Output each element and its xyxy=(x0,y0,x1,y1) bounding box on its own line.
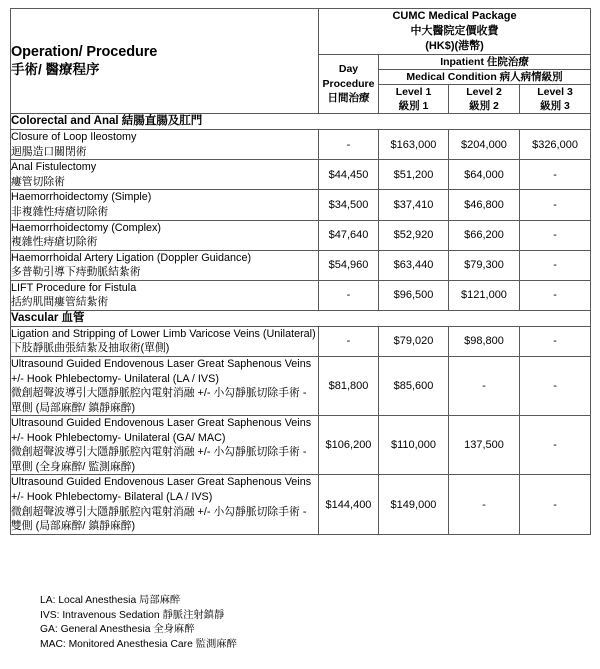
price-level-2: $204,000 xyxy=(449,130,520,160)
header-operation-zh: 手術/ 醫療程序 xyxy=(11,62,100,78)
price-level-2: $98,800 xyxy=(449,326,520,356)
header-inpatient: Inpatient 住院治療 xyxy=(379,54,591,69)
procedure-name-zh: 瘻管切除術 xyxy=(11,175,65,188)
header-operation-procedure xyxy=(11,9,319,114)
procedure-name-en: Ultrasound Guided Endovenous Laser Great Saphenous Veins +/- Hook Phlebectomy- Unilateral (GA/ MAC) xyxy=(11,417,312,444)
procedure-name-en: Ultrasound Guided Endovenous Laser Great Saphenous Veins +/- Hook Phlebectomy- Bilateral (LA / IVS) xyxy=(11,476,312,504)
table-row xyxy=(11,190,591,220)
price-level-2: $64,000 xyxy=(449,160,520,190)
header-package-zh: 中大醫院定價收費 xyxy=(410,24,499,37)
price-level-3: - xyxy=(520,356,591,415)
price-level-3: - xyxy=(520,190,591,220)
price-day-procedure: $144,400 xyxy=(319,475,379,534)
footnote-item: GA: General Anesthesia 全身麻醉 xyxy=(40,624,195,636)
procedure-name-cell xyxy=(11,250,319,280)
price-level-2: $66,200 xyxy=(449,220,520,250)
price-level-1: $52,920 xyxy=(379,220,449,250)
header-day-procedure xyxy=(319,54,379,114)
header-medical-condition: Medical Condition 病人病情級別 xyxy=(379,69,591,84)
procedure-name-cell xyxy=(11,356,319,415)
price-level-1: $85,600 xyxy=(379,356,449,415)
price-level-1: $163,000 xyxy=(379,130,449,160)
procedure-name-en: Haemorrhoidectomy (Complex) xyxy=(11,221,162,234)
section-title: Colorectal and Anal 結腸直腸及肛門 xyxy=(11,114,591,130)
medical-package-price-table xyxy=(10,8,591,535)
price-level-1: $96,500 xyxy=(379,280,449,310)
procedure-name-en: Ultrasound Guided Endovenous Laser Great Saphenous Veins +/- Hook Phlebectomy- Unilateral (LA / IVS) xyxy=(11,357,312,385)
price-level-1: $63,440 xyxy=(379,250,449,280)
price-day-procedure: $54,960 xyxy=(319,250,379,280)
header-level-3-en: Level 3 xyxy=(537,85,573,98)
footnote-item: LA: Local Anesthesia 局部麻醉 xyxy=(40,595,181,606)
price-day-procedure: - xyxy=(319,280,379,310)
header-operation-en: Operation/ Procedure xyxy=(11,44,158,61)
header-day-procedure-zh: 日間治療 xyxy=(327,92,370,105)
table-row xyxy=(11,475,591,534)
price-level-1: $149,000 xyxy=(379,475,449,534)
procedure-name-cell xyxy=(11,475,319,534)
price-level-3: - xyxy=(520,220,591,250)
procedure-name-zh: 括約肌間瘻管結紮術 xyxy=(11,296,109,309)
price-level-3: - xyxy=(520,326,591,356)
procedure-name-cell xyxy=(11,280,319,310)
price-level-3: - xyxy=(520,416,591,475)
price-level-3: - xyxy=(520,250,591,280)
table-row xyxy=(11,416,591,475)
price-level-1: $110,000 xyxy=(379,416,449,475)
procedure-name-zh: 迴腸造口關閉術 xyxy=(11,145,87,158)
procedure-name-zh: 微創超聲波導引大隱靜脈腔內電射消融 +/- 小勾靜脈切除手術 - 雙側 (局部麻醉/ 鎮靜麻醉) xyxy=(11,505,307,533)
price-day-procedure: - xyxy=(319,326,379,356)
table-row xyxy=(11,280,591,310)
procedure-name-zh: 微創超聲波導引大隱靜脈腔內電射消融 +/- 小勾靜脈切除手術 - 單側 (局部麻醉/ 鎮靜麻醉) xyxy=(11,387,307,414)
table-row xyxy=(11,326,591,356)
procedure-name-cell xyxy=(11,130,319,160)
header-level-2-zh: 級別 2 xyxy=(469,100,499,113)
procedure-name-cell xyxy=(11,190,319,220)
table-row xyxy=(11,160,591,190)
price-day-procedure: $44,450 xyxy=(319,160,379,190)
price-day-procedure: $34,500 xyxy=(319,190,379,220)
header-level-3 xyxy=(520,84,591,113)
header-level-3-zh: 級別 3 xyxy=(540,100,570,113)
table-row xyxy=(11,220,591,250)
header-level-2-en: Level 2 xyxy=(466,85,502,98)
price-day-procedure: - xyxy=(319,130,379,160)
header-package-en: CUMC Medical Package xyxy=(392,10,517,22)
price-level-2: $121,000 xyxy=(449,280,520,310)
procedure-name-cell xyxy=(11,160,319,190)
table-body xyxy=(11,114,591,535)
header-level-1-en: Level 1 xyxy=(395,85,432,98)
footnote-item: MAC: Monitored Anesthesia Care 監測麻醉 xyxy=(40,638,237,650)
procedure-name-cell xyxy=(11,416,319,475)
procedure-name-en: Closure of Loop Ileostomy xyxy=(11,131,137,144)
price-level-3: - xyxy=(520,280,591,310)
price-level-2: - xyxy=(449,356,520,415)
section-title: Vascular 血管 xyxy=(11,310,591,326)
procedure-name-en: LIFT Procedure for Fistula xyxy=(11,281,137,294)
price-level-1: $79,020 xyxy=(379,326,449,356)
table-row xyxy=(11,356,591,415)
header-level-2 xyxy=(449,84,520,113)
table-row xyxy=(11,250,591,280)
table-header xyxy=(11,9,591,114)
header-level-1 xyxy=(379,84,449,113)
header-row-package xyxy=(11,9,591,55)
header-level-1-zh: 級別 1 xyxy=(398,100,429,113)
procedure-name-zh: 非複雜性痔瘡切除術 xyxy=(11,205,109,218)
price-day-procedure: $81,800 xyxy=(319,356,379,415)
footnote-item: IVS: Intravenous Sedation 靜脈注射鎮靜 xyxy=(40,609,225,621)
header-day-procedure-en: Day Procedure xyxy=(322,62,375,90)
header-package-currency: (HK$)(港幣) xyxy=(425,39,484,52)
procedure-name-en: Ligation and Stripping of Lower Limb Varicose Veins (Unilateral) xyxy=(11,327,316,340)
price-level-3: - xyxy=(520,475,591,534)
price-level-2: $79,300 xyxy=(449,250,520,280)
price-level-3: - xyxy=(520,160,591,190)
section-header-row xyxy=(11,114,591,130)
price-level-1: $51,200 xyxy=(379,160,449,190)
price-day-procedure: $106,200 xyxy=(319,416,379,475)
price-level-3: $326,000 xyxy=(520,130,591,160)
price-level-1: $37,410 xyxy=(379,190,449,220)
procedure-name-zh: 多普勒引導下痔動脈結紮術 xyxy=(11,266,141,279)
procedure-name-en: Haemorrhoidal Artery Ligation (Doppler Guidance) xyxy=(11,251,252,264)
procedure-name-en: Haemorrhoidectomy (Simple) xyxy=(11,191,152,204)
price-level-2: - xyxy=(449,475,520,534)
anesthesia-abbreviation-footnotes xyxy=(40,594,237,652)
table-row xyxy=(11,130,591,160)
procedure-name-cell xyxy=(11,326,319,356)
procedure-name-zh: 複雜性痔瘡切除術 xyxy=(11,236,98,249)
price-level-2: 137,500 xyxy=(449,416,520,475)
procedure-name-zh: 微創超聲波導引大隱靜脈腔內電射消融 +/- 小勾靜脈切除手術 - 單側 (全身麻醉/ 監測麻醉) xyxy=(11,446,307,473)
price-level-2: $46,800 xyxy=(449,190,520,220)
procedure-name-cell xyxy=(11,220,319,250)
section-header-row xyxy=(11,310,591,326)
header-cumc-package xyxy=(319,9,591,55)
procedure-name-en: Anal Fistulectomy xyxy=(11,161,97,174)
procedure-name-zh: 下肢靜脈曲張結紮及抽取術(單側) xyxy=(11,342,170,355)
price-day-procedure: $47,640 xyxy=(319,220,379,250)
